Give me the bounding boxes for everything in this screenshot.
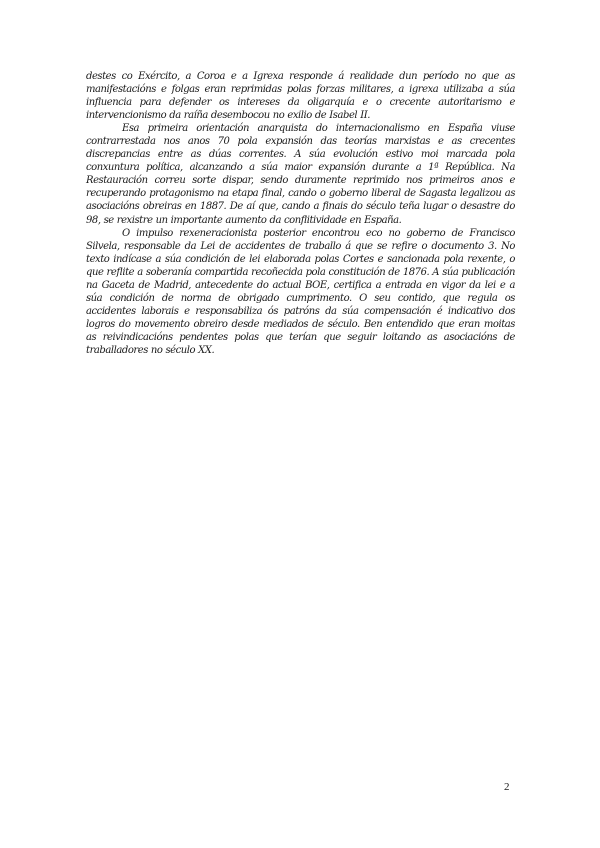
- paragraph-anarchism: Esa primeira orientación anarquista do internacionalismo en España viuse contrarrestada nos anos 70 pola expansión das teorías marxistas e as crecentes discrepancias entre as dúas correntes. A súa evolución estivo moi marcada pola conxuntura política, alcanzando a súa maior expansión durante a 1ª República. Na Restauración correu sorte dispar, sendo duramente reprimido nos primeiros anos e recuperando protagonismo na etapa final, cando o goberno liberal de Sagasta legalizou as asociacións obreiras en 1887. De aí que, cando a finais do século teña lugar o desastre do 98, se rexistre un importante aumento da conflitividade en España.: [86, 123, 515, 226]
- document-body: [86, 70, 515, 357]
- paragraph-continuation: destes co Exército, a Coroa e a Igrexa responde á realidade dun período no que as manifestacións e folgas eran reprimidas polas forzas militares, a igrexa utilizaba a súa influencia para defender os intereses da oligarquía e o crecente autoritarismo e intervencionismo da raíña desembocou no exilio de Isabel II.: [86, 71, 515, 122]
- page-number: 2: [504, 781, 510, 793]
- paragraph-regeneracionism: O impulso rexeneracionista posterior encontrou eco no goberno de Francisco Silvela, responsable da Lei de accidentes de traballo á que se refire o documento 3. No texto indícase a súa condición de lei elaborada polas Cortes e sancionada pola rexente, o que reflite a soberanía compartida recoñecida pola constitución de 1876. A súa publicación na Gaceta de Madrid, antecedente do actual BOE, certifica a entrada en vigor da lei e a súa condición de norma de obrigado cumprimento. O seu contido, que regula os accidentes laborais e responsabiliza ós patróns da súa compensación é indicativo dos logros do movemento obreiro desde mediados de século. Ben entendido que eran moitas as reivindicacións pendentes polas que terían que seguir loitando as asociacións de traballadores no século XX.: [86, 227, 515, 356]
